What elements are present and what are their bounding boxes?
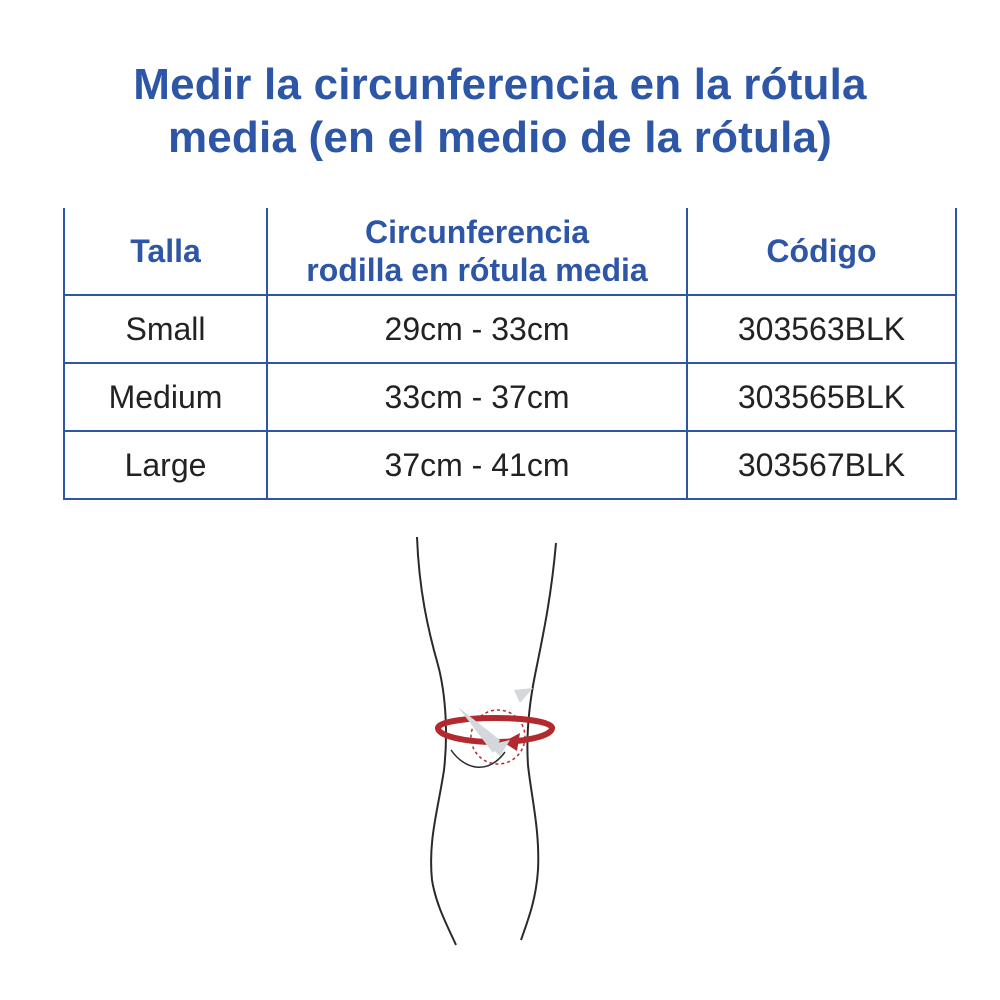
leg-left-outline <box>417 537 456 945</box>
title-line-1: Medir la circunferencia en la rótula <box>133 60 867 109</box>
cell-size: Small <box>64 295 267 363</box>
cell-code: 303567BLK <box>687 431 956 499</box>
cell-code: 303563BLK <box>687 295 956 363</box>
header-code: Código <box>687 208 956 295</box>
cell-code: 303565BLK <box>687 363 956 431</box>
cell-range: 37cm - 41cm <box>267 431 687 499</box>
cell-size: Medium <box>64 363 267 431</box>
header-circumference-line-2: rodilla en rótula media <box>306 252 648 288</box>
header-size: Talla <box>64 208 267 295</box>
cell-size: Large <box>64 431 267 499</box>
title-line-2: media (en el medio de la rótula) <box>167 113 833 162</box>
header-circumference-line-1: Circunferencia <box>364 214 590 250</box>
cell-range: 29cm - 33cm <box>267 295 687 363</box>
cell-range: 33cm - 37cm <box>267 363 687 431</box>
